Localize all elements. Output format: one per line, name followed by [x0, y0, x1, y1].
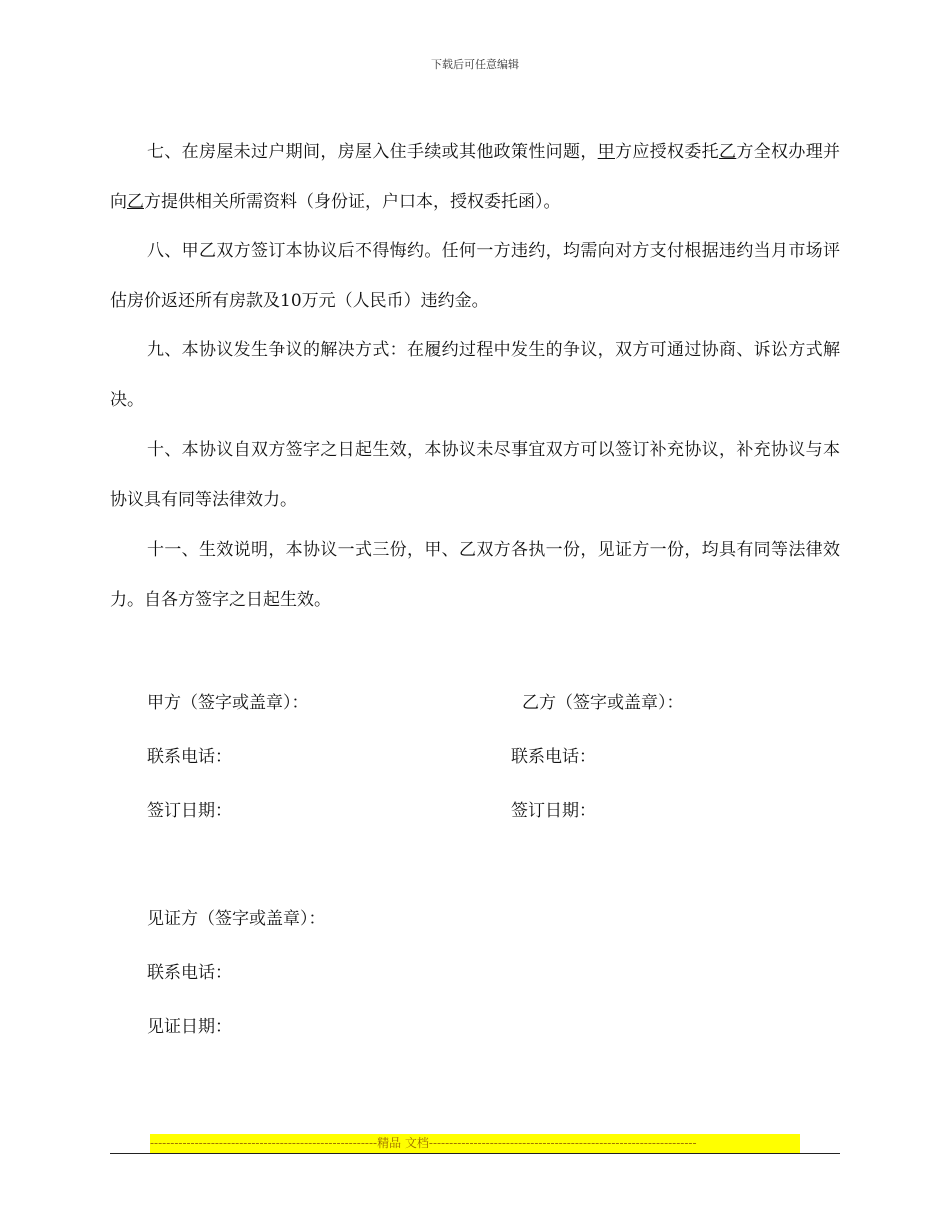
party-b-underlined: 乙 [127, 192, 144, 212]
clause-text: 七、在房屋未过户期间，房屋入住手续或其他政策性问题， [147, 142, 598, 162]
header-note: 下载后可任意编辑 [431, 58, 519, 71]
witness-phone-label: 联系电话： [147, 963, 232, 983]
clause-text: 九、本协议发生争议的解决方式：在履约过程中发生的争议，双方可通过协商、诉讼方式解决。 [110, 340, 840, 410]
party-a-phone-label: 联系电话： [147, 747, 232, 767]
clause-text: 方提供相关所需资料（身份证，户口本，授权委托函）。 [144, 192, 561, 212]
clause-text: 八、甲乙双方签订本协议后不得悔约。任何一方违约，均需向对方支付根据违约当月市场评估房价返还所有房款及10万元（人民币）违约金。 [110, 241, 840, 311]
witness-sign-label: 见证方（签字或盖章）： [147, 909, 326, 929]
footer-dashes-left: -------------------------------------------------------- [150, 1136, 378, 1150]
clause-text: 十一、生效说明，本协议一式三份，甲、乙双方各执一份，见证方一份，均具有同等法律效力。自各方签字之日起生效。 [110, 540, 840, 610]
party-b-date-label: 签订日期： [511, 801, 596, 821]
clause-8 [110, 226, 840, 326]
footer-dashes-right: ------------------------------------------------------------------ [428, 1136, 697, 1150]
party-b-phone-label: 联系电话： [511, 747, 596, 767]
footer-label: 精品 文档 [377, 1136, 429, 1150]
party-a-underlined: 甲 [597, 142, 616, 162]
witness-date-label: 见证日期： [147, 1017, 232, 1037]
clause-10 [110, 425, 840, 525]
footer-rule [110, 1153, 840, 1154]
clause-text: 十、本协议自双方签字之日起生效，本协议未尽事宜双方可以签订补充协议，补充协议与本协议具有同等法律效力。 [110, 440, 840, 510]
party-a-date-label: 签订日期： [147, 801, 232, 821]
clause-7 [110, 127, 840, 227]
party-b-underlined: 乙 [719, 142, 737, 162]
clause-text: 方全权办理并向 [110, 142, 841, 212]
footer-highlight-bar [150, 1134, 800, 1153]
party-b-sign-label: 乙方（签字或盖章）： [522, 693, 684, 713]
party-a-sign-label: 甲方（签字或盖章）： [147, 693, 309, 713]
clause-9 [110, 325, 840, 425]
clause-11 [110, 525, 840, 625]
clause-text: 方应授权委托 [615, 142, 720, 162]
